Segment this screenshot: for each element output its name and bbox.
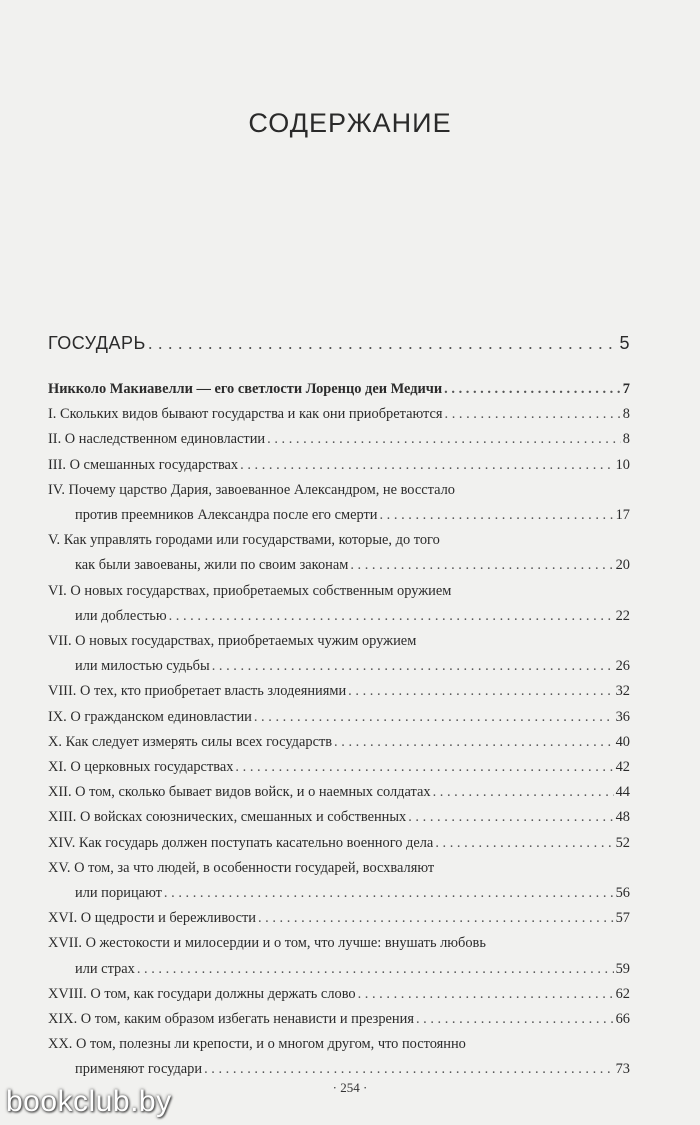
toc-entry — [48, 453, 630, 478]
toc-entry-title: XIV. Как государь должен поступать касательно военного дела — [48, 834, 434, 851]
leader-dots — [267, 427, 621, 452]
toc-entry-line — [48, 679, 630, 704]
watermark-logo: bookclub.by — [6, 1085, 172, 1118]
toc-entry-line — [48, 856, 630, 881]
toc-entry — [48, 755, 630, 780]
toc-entry-continuation — [48, 553, 630, 578]
toc-entry-line — [48, 453, 630, 478]
toc-page-number: 7 — [622, 381, 630, 397]
toc-entry-title: или страх — [75, 960, 135, 977]
toc-entry — [48, 982, 630, 1007]
leader-dots — [379, 503, 613, 528]
toc-entry — [48, 730, 630, 755]
toc-entry-line — [48, 402, 630, 427]
toc-entry — [48, 1032, 630, 1082]
toc-entry-title: Никколо Макиавелли — его светлости Лоренцо деи Медичи — [48, 381, 443, 397]
toc-entry-title: или порицают — [75, 885, 162, 902]
section-page-number: 5 — [619, 333, 630, 353]
toc-entry-continuation — [48, 604, 630, 629]
toc-page-number: 56 — [615, 885, 630, 902]
toc-entry-line — [48, 931, 630, 956]
toc-entry — [48, 679, 630, 704]
toc-entry-line — [48, 528, 630, 553]
leader-dots — [254, 705, 614, 730]
toc-entry — [48, 478, 630, 528]
leader-dots — [212, 654, 614, 679]
toc-entry-title: IX. О гражданском единовластии — [48, 708, 252, 725]
table-of-contents — [48, 377, 630, 1083]
toc-page-number: 48 — [615, 809, 630, 826]
toc-entry-continuation — [48, 881, 630, 906]
toc-entry-line — [48, 629, 630, 654]
toc-entry-title: XII. О том, сколько бывает видов войск, и о наемных солдатах — [48, 784, 431, 801]
toc-page-number: 26 — [615, 658, 630, 675]
toc-entry-title: IV. Почему царство Дария, завоеванное Александром, не восстало — [48, 481, 455, 498]
toc-entry-line — [48, 730, 630, 755]
leader-dots — [358, 982, 614, 1007]
toc-entry-line — [48, 831, 630, 856]
toc-page-number: 52 — [615, 834, 630, 851]
toc-entry-title: VI. О новых государствах, приобретаемых собственным оружием — [48, 582, 452, 599]
toc-entry — [48, 856, 630, 906]
toc-entry — [48, 579, 630, 629]
toc-entry-line — [48, 906, 630, 931]
toc-entry — [48, 402, 630, 427]
toc-entry-continuation — [48, 503, 630, 528]
toc-entry — [48, 780, 630, 805]
toc-entry-title: VII. О новых государствах, приобретаемых чужим оружием — [48, 633, 417, 650]
toc-entry-title: XVII. О жестокости и милосердии и о том, что лучше: внушать любовь — [48, 935, 486, 952]
leader-dots — [169, 604, 614, 629]
toc-entry-line — [48, 377, 630, 402]
toc-entry-title: применяют государи — [75, 1061, 203, 1078]
toc-entry-title: против преемников Александра после его смерти — [75, 507, 378, 524]
toc-entry-line — [48, 579, 630, 604]
toc-entry-title: XVI. О щедрости и бережливости — [48, 910, 256, 927]
toc-entry — [48, 705, 630, 730]
leader-dots — [240, 453, 613, 478]
toc-page-number: 44 — [615, 784, 630, 801]
leader-dots — [444, 377, 621, 402]
leader-dots — [433, 780, 614, 805]
toc-page-number: 40 — [615, 733, 630, 750]
toc-page-number: 73 — [615, 1061, 630, 1078]
toc-entry-line — [48, 427, 630, 452]
toc-entry-continuation — [48, 654, 630, 679]
toc-entry-line — [48, 478, 630, 503]
toc-page-number: 32 — [615, 683, 630, 700]
toc-page-number: 59 — [615, 960, 630, 977]
toc-page-number: 8 — [622, 431, 630, 448]
toc-entry-title: XVIII. О том, как государи должны держать слово — [48, 985, 356, 1002]
leader-dots — [334, 730, 614, 755]
leader-dots — [258, 906, 614, 931]
toc-entry — [48, 931, 630, 981]
leader-dots — [416, 1007, 614, 1032]
leader-dots — [435, 831, 613, 856]
toc-entry-line — [48, 1032, 630, 1057]
toc-entry-title: как были завоеваны, жили по своим законам — [75, 557, 349, 574]
leader-dots — [148, 333, 618, 354]
leader-dots — [350, 553, 613, 578]
toc-entry-line — [48, 705, 630, 730]
toc-entry-title: VIII. О тех, кто приобретает власть злодеяниями — [48, 683, 347, 700]
leader-dots — [204, 1057, 614, 1082]
section-title: ГОСУДАРЬ — [48, 333, 146, 353]
toc-entry — [48, 528, 630, 578]
toc-entry — [48, 805, 630, 830]
toc-entry-title: или доблестью — [75, 607, 167, 624]
toc-entry-title: или милостью судьбы — [75, 658, 210, 675]
toc-entry-title: I. Скольких видов бывают государства и как они приобретаются — [48, 406, 443, 423]
toc-entry-title: III. О смешанных государствах — [48, 456, 239, 473]
toc-entry — [48, 831, 630, 856]
toc-page-number: 62 — [615, 985, 630, 1002]
leader-dots — [408, 805, 613, 830]
section-heading — [48, 333, 630, 354]
toc-entry-continuation — [48, 1057, 630, 1082]
toc-page-number: 66 — [615, 1011, 630, 1028]
toc-entry-title: XV. О том, за что людей, в особенности государей, восхваляют — [48, 859, 435, 876]
toc-page-number: 22 — [615, 607, 630, 624]
toc-page-number: 36 — [615, 708, 630, 725]
toc-entry-line — [48, 805, 630, 830]
toc-entry-title: II. О наследственном единовластии — [48, 431, 266, 448]
toc-entry-title: V. Как управлять городами или государствами, которые, до того — [48, 532, 440, 549]
toc-page-number: 8 — [622, 406, 630, 423]
toc-entry-line — [48, 1007, 630, 1032]
toc-page-number: 57 — [615, 910, 630, 927]
toc-entry-title: XIII. О войсках союзнических, смешанных и собственных — [48, 809, 407, 826]
toc-entry-title: X. Как следует измерять силы всех государств — [48, 733, 333, 750]
page-title: СОДЕРЖАНИЕ — [248, 108, 452, 138]
toc-entry-title: XX. О том, полезны ли крепости, и о многом другом, что постоянно — [48, 1036, 466, 1053]
toc-entry-line — [48, 982, 630, 1007]
toc-page-number: 42 — [615, 759, 630, 776]
toc-entry — [48, 377, 630, 402]
toc-entry-continuation — [48, 957, 630, 982]
leader-dots — [164, 881, 614, 906]
toc-entry-line — [48, 755, 630, 780]
toc-entry-line — [48, 780, 630, 805]
toc-entry — [48, 629, 630, 679]
leader-dots — [137, 957, 614, 982]
leader-dots — [235, 755, 613, 780]
toc-entry-title: XI. О церковных государствах — [48, 759, 234, 776]
toc-entry — [48, 906, 630, 931]
page-number: · 254 · — [332, 1080, 368, 1095]
toc-entry — [48, 427, 630, 452]
toc-page-number: 10 — [615, 456, 630, 473]
toc-page-number: 20 — [615, 557, 630, 574]
leader-dots — [348, 679, 613, 704]
toc-entry — [48, 1007, 630, 1032]
toc-page-number: 17 — [615, 507, 630, 524]
toc-entry-title: XIX. О том, каким образом избегать ненависти и презрения — [48, 1011, 414, 1028]
leader-dots — [445, 402, 621, 427]
